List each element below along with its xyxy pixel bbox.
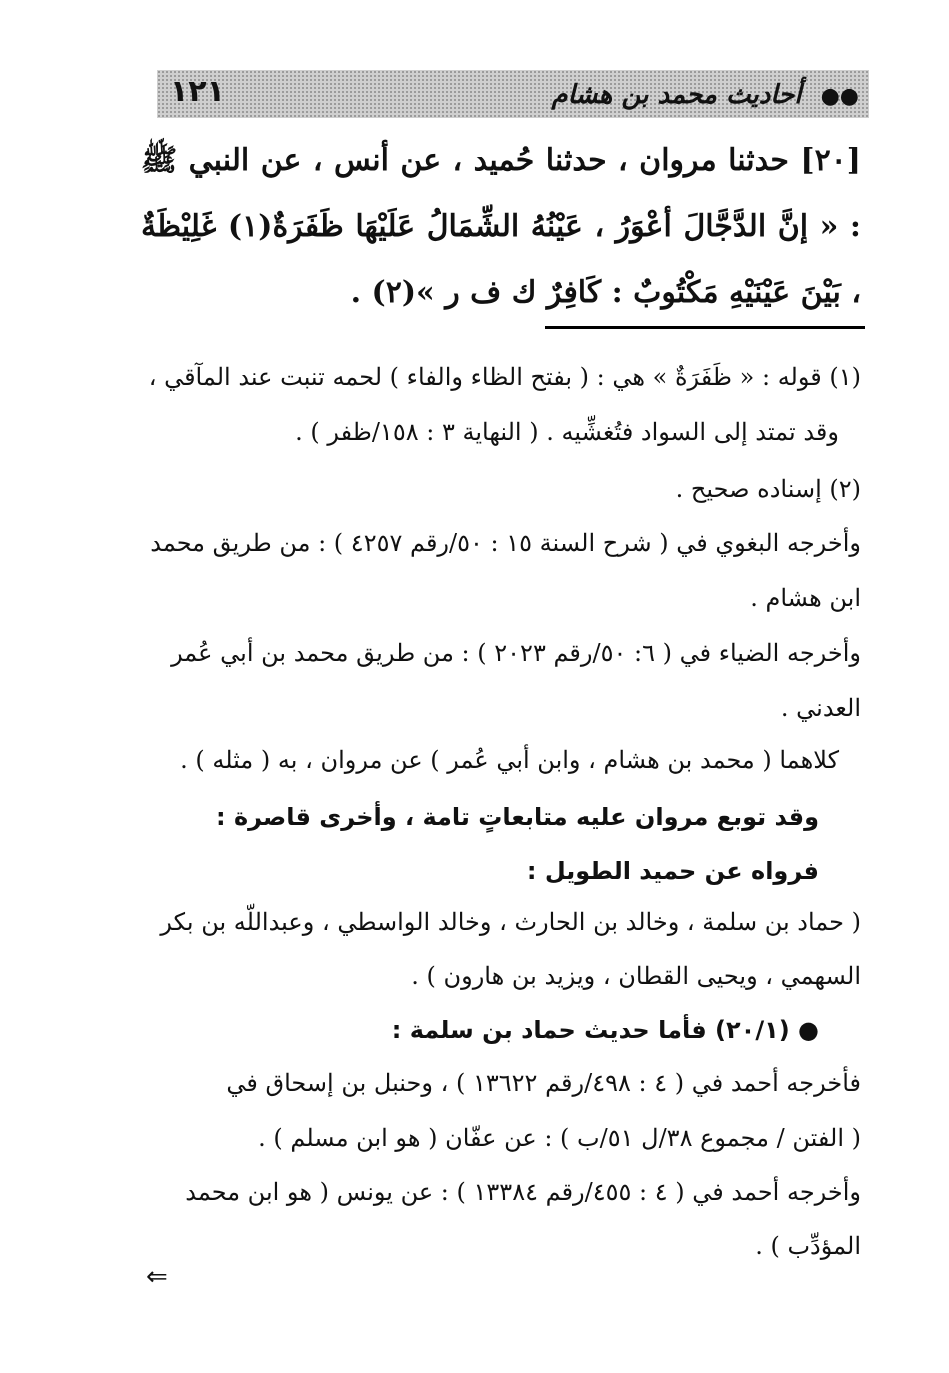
ornament-bullets-icon: ●●	[820, 84, 859, 109]
footnote-2-line-5: العدني .	[780, 694, 861, 722]
narrators-line-2: السهمي ، ويحيى القطان ، ويزيد بن هارون ) .	[411, 962, 861, 990]
section-heading-mutabaat: وقد توبع مروان عليه متابعاتٍ تامة ، وأخرى قاصرة :	[215, 803, 819, 831]
footnote-1-line-2: وقد تمتد إلى السواد فتُغشِّيه . ( النهاية ٣ : ١٥٨/ظفر ) .	[295, 418, 839, 446]
takhrij-line-2: ( الفتن / مجموع ٣٨/ل ٥١/ب ) : عن عفّان ( هو ابن مسلم ) .	[258, 1124, 861, 1152]
continuation-arrow-icon: ⇐	[146, 1262, 168, 1292]
footnote-divider	[545, 326, 865, 329]
takhrij-line-4: المؤدِّب ) .	[755, 1232, 861, 1260]
page-number: ١٢١	[170, 74, 225, 109]
footnote-2-line-2: وأخرجه البغوي في ( شرح السنة ١٥ : ٥٠/رقم ٤٢٥٧ ) : من طريق محمد	[150, 529, 861, 557]
takhrij-line-3: وأخرجه أحمد في ( ٤ : ٤٥٥/رقم ١٣٣٨٤ ) : عن يونس ( هو ابن محمد	[185, 1178, 861, 1206]
takhrij-line-1: فأخرجه أحمد في ( ٤ : ٤٩٨/رقم ١٣٦٢٢ ) ، وحنبل بن إسحاق في	[226, 1069, 861, 1097]
running-title-text: أحاديث محمد بن هشام	[551, 80, 802, 110]
hadith-text: [٢٠] حدثنا مروان ، حدثنا حُميد ، عن أنس ، عن النبي ﷺ : « إنَّ الدَّجَّالَ أعْوَرُ ، عَيْنُهُ الشِّمَالُ عَلَيْهَا ظَفَرَةٌ(١) غَلِيْظَةٌ ، بَيْنَ عَيْنَيْهِ مَكْتُوبٌ : كَافِرٌ ك ف ر »(٢) .	[141, 143, 861, 310]
footnote-2-line-1: (٢) إسناده صحيح .	[675, 475, 861, 503]
footnote-2-line-6: كلاهما ( محمد بن هشام ، وابن أبي عُمر ) عن مروان ، به ( مثله ) .	[180, 746, 839, 774]
subheading-humaid: فرواه عن حميد الطويل :	[526, 857, 819, 885]
subheading-hammad: ● (٢٠/١) فأما حديث حماد بن سلمة :	[391, 1016, 819, 1044]
narrators-line-1: ( حماد بن سلمة ، وخالد بن الحارث ، وخالد الواسطي ، وعبداللّه بن بكر	[160, 908, 861, 936]
footnote-1-line-1: (١) قوله : « ظَفَرَةٌ » هي : ( بفتح الظاء والفاء ) لحمه تنبت عند المآقي ،	[148, 363, 861, 391]
footnote-2-line-4: وأخرجه الضياء في ( ٦: ٥٠/رقم ٢٠٢٣ ) : من طريق محمد بن أبي عُمر	[171, 639, 861, 667]
footnote-2-line-3: ابن هشام .	[750, 584, 861, 612]
running-title	[551, 80, 859, 110]
